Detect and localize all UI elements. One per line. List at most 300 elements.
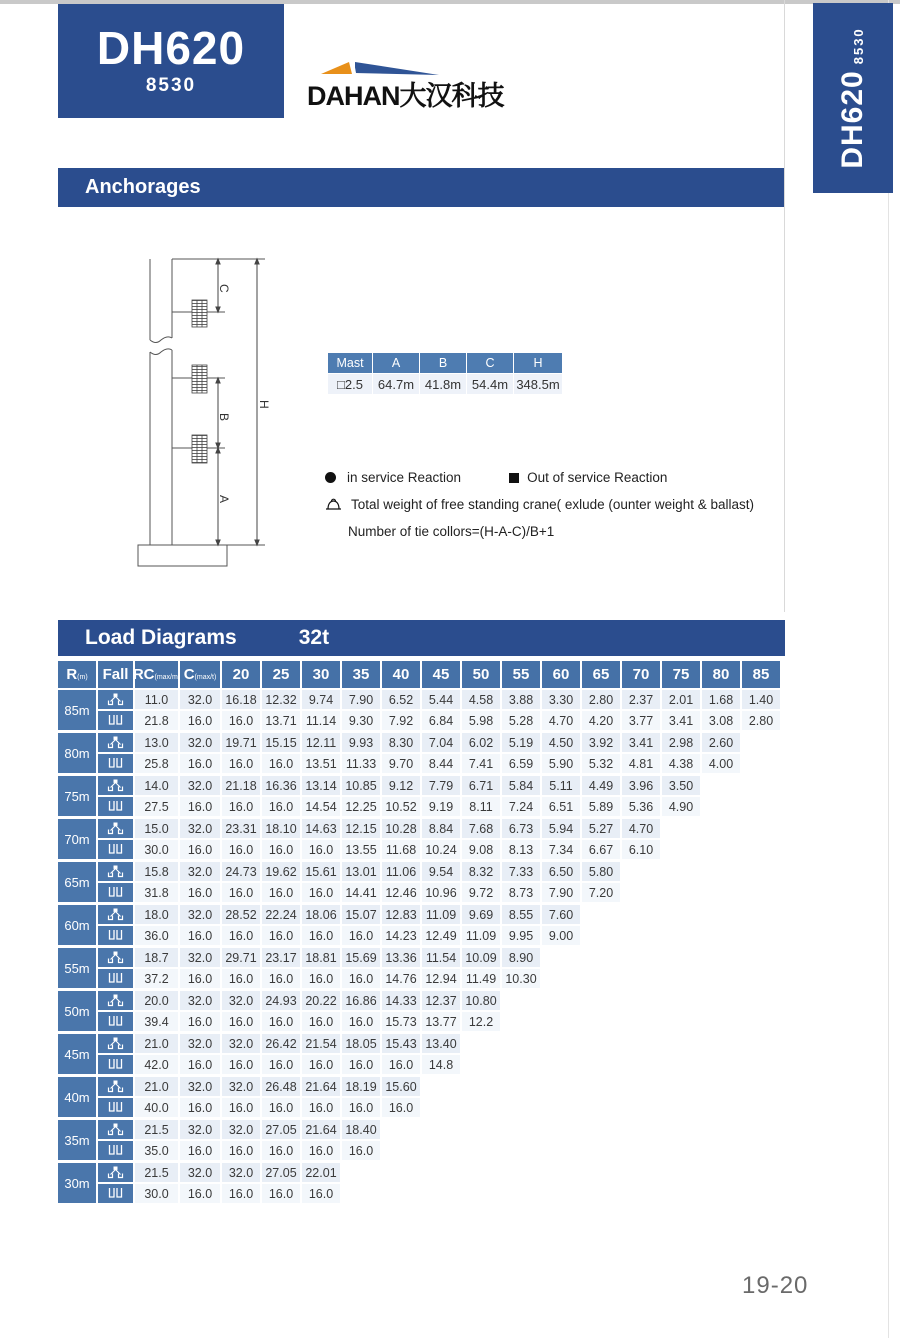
load-value: 16.0 xyxy=(302,1098,340,1117)
fall-4-icon xyxy=(107,757,124,770)
load-value: 6.02 xyxy=(462,733,500,752)
load-value: 8.32 xyxy=(462,862,500,881)
load-value: 8.44 xyxy=(422,754,460,773)
dim-label-b: B xyxy=(217,413,231,422)
fall-cell xyxy=(98,840,133,859)
model-variant: 8530 xyxy=(145,75,197,96)
page-number: 19-20 xyxy=(742,1272,809,1299)
fall-2-icon xyxy=(107,1080,124,1093)
load-value: 2.37 xyxy=(622,690,660,709)
c-value: 16.0 xyxy=(180,883,220,902)
c-value: 32.0 xyxy=(180,1077,220,1096)
load-value: 5.94 xyxy=(542,819,580,838)
load-value: 16.0 xyxy=(342,926,380,945)
load-value: 3.08 xyxy=(702,711,740,730)
load-value: 10.09 xyxy=(462,948,500,967)
radius-label: 80m xyxy=(58,733,96,773)
load-column-header: 65 xyxy=(582,661,620,688)
load-value: 14.8 xyxy=(422,1055,460,1074)
fall-4-icon xyxy=(107,972,124,985)
load-value: 9.54 xyxy=(422,862,460,881)
rc-value: 20.0 xyxy=(135,991,178,1010)
load-value: 16.0 xyxy=(262,883,300,902)
fall-cell xyxy=(98,991,133,1010)
legend xyxy=(325,470,755,551)
load-value: 8.84 xyxy=(422,819,460,838)
load-column-header: 50 xyxy=(462,661,500,688)
load-value: 3.77 xyxy=(622,711,660,730)
load-value: 12.46 xyxy=(382,883,420,902)
fall-2-icon xyxy=(107,1037,124,1050)
load-value: 16.0 xyxy=(342,969,380,988)
load-value: 9.19 xyxy=(422,797,460,816)
load-value: 3.88 xyxy=(502,690,540,709)
mast-th: H xyxy=(514,353,562,373)
load-value: 13.14 xyxy=(302,776,340,795)
load-value: 6.59 xyxy=(502,754,540,773)
load-value: 3.41 xyxy=(662,711,700,730)
load-value: 6.10 xyxy=(622,840,660,859)
load-value: 16.0 xyxy=(342,1098,380,1117)
fall-cell xyxy=(98,1098,133,1117)
c-value: 32.0 xyxy=(180,1120,220,1139)
load-value: 22.01 xyxy=(302,1163,340,1182)
radius-label: 35m xyxy=(58,1120,96,1160)
c-value: 16.0 xyxy=(180,926,220,945)
fall-cell xyxy=(98,969,133,988)
c-value: 16.0 xyxy=(180,1141,220,1160)
anchorages-title: Anchorages xyxy=(85,176,201,198)
rc-value: 30.0 xyxy=(135,1184,178,1203)
load-value: 32.0 xyxy=(222,1034,260,1053)
load-value: 3.41 xyxy=(622,733,660,752)
fall-cell xyxy=(98,797,133,816)
load-value: 32.0 xyxy=(222,1077,260,1096)
c-value: 32.0 xyxy=(180,733,220,752)
c-value: 16.0 xyxy=(180,840,220,859)
load-value: 7.33 xyxy=(502,862,540,881)
load-value: 9.93 xyxy=(342,733,380,752)
load-value: 4.70 xyxy=(542,711,580,730)
anchorages-section-bar xyxy=(58,168,784,207)
fall-cell xyxy=(98,690,133,709)
page-edge-line-right xyxy=(888,0,889,1338)
load-value: 16.0 xyxy=(302,883,340,902)
brand-name: DAHAN大汉科技 xyxy=(307,81,504,111)
mast-td: 64.7m xyxy=(373,374,419,394)
load-value: 4.58 xyxy=(462,690,500,709)
load-table-group xyxy=(58,862,782,902)
load-value: 6.84 xyxy=(422,711,460,730)
rc-value: 18.7 xyxy=(135,948,178,967)
weight-icon xyxy=(325,498,342,511)
load-value: 16.0 xyxy=(222,840,260,859)
load-value: 16.86 xyxy=(342,991,380,1010)
load-value: 14.33 xyxy=(382,991,420,1010)
radius-label: 75m xyxy=(58,776,96,816)
load-value: 13.01 xyxy=(342,862,380,881)
load-value: 18.06 xyxy=(302,905,340,924)
load-column-header: 25 xyxy=(262,661,300,688)
load-table-group xyxy=(58,776,782,816)
load-value: 14.76 xyxy=(382,969,420,988)
load-table-group xyxy=(58,733,782,773)
load-value: 12.25 xyxy=(342,797,380,816)
load-value: 16.0 xyxy=(262,1012,300,1031)
load-table-group xyxy=(58,905,782,945)
load-value: 4.38 xyxy=(662,754,700,773)
load-value: 11.54 xyxy=(422,948,460,967)
rc-value: 21.8 xyxy=(135,711,178,730)
load-column-header: 85 xyxy=(742,661,780,688)
load-value: 14.63 xyxy=(302,819,340,838)
load-table-group xyxy=(58,1163,782,1203)
load-value: 5.90 xyxy=(542,754,580,773)
fall-cell xyxy=(98,1055,133,1074)
c-value: 32.0 xyxy=(180,819,220,838)
load-value: 11.68 xyxy=(382,840,420,859)
load-value: 7.68 xyxy=(462,819,500,838)
c-value: 16.0 xyxy=(180,1055,220,1074)
fall-4-icon xyxy=(107,714,124,727)
c-value: 32.0 xyxy=(180,948,220,967)
load-value: 9.95 xyxy=(502,926,540,945)
load-value: 6.71 xyxy=(462,776,500,795)
load-value: 15.61 xyxy=(302,862,340,881)
load-value: 16.0 xyxy=(262,1098,300,1117)
radius-label: 65m xyxy=(58,862,96,902)
load-value: 8.30 xyxy=(382,733,420,752)
load-column-header: 80 xyxy=(702,661,740,688)
load-value: 7.20 xyxy=(582,883,620,902)
load-value: 16.0 xyxy=(342,1141,380,1160)
load-value: 16.0 xyxy=(382,1098,420,1117)
load-column-header: 75 xyxy=(662,661,700,688)
load-value: 16.0 xyxy=(262,969,300,988)
load-value: 16.0 xyxy=(302,1141,340,1160)
load-value: 5.89 xyxy=(582,797,620,816)
radius-label: 40m xyxy=(58,1077,96,1117)
fall-cell xyxy=(98,733,133,752)
radius-label: 55m xyxy=(58,948,96,988)
mast-th: B xyxy=(420,353,466,373)
load-value: 19.71 xyxy=(222,733,260,752)
load-value: 9.69 xyxy=(462,905,500,924)
load-value: 8.13 xyxy=(502,840,540,859)
load-value: 18.05 xyxy=(342,1034,380,1053)
load-value: 16.0 xyxy=(222,1098,260,1117)
radius-label: 85m xyxy=(58,690,96,730)
rc-value: 13.0 xyxy=(135,733,178,752)
load-value: 4.81 xyxy=(622,754,660,773)
load-value: 15.07 xyxy=(342,905,380,924)
load-value: 19.62 xyxy=(262,862,300,881)
load-value: 7.90 xyxy=(542,883,580,902)
fall-4-icon xyxy=(107,1144,124,1157)
fall-2-icon xyxy=(107,865,124,878)
load-value: 13.77 xyxy=(422,1012,460,1031)
load-value: 6.51 xyxy=(542,797,580,816)
load-table xyxy=(58,661,782,1206)
load-table-group xyxy=(58,819,782,859)
rc-value: 21.0 xyxy=(135,1077,178,1096)
load-table-header xyxy=(58,661,782,688)
fall-4-icon xyxy=(107,886,124,899)
rc-value: 15.8 xyxy=(135,862,178,881)
load-value: 8.73 xyxy=(502,883,540,902)
load-column-header: 70 xyxy=(622,661,660,688)
load-value: 16.0 xyxy=(302,969,340,988)
fall-cell xyxy=(98,1034,133,1053)
fall-4-icon xyxy=(107,929,124,942)
mast-th: C xyxy=(467,353,513,373)
load-value: 14.54 xyxy=(302,797,340,816)
radius-label: 30m xyxy=(58,1163,96,1203)
load-value: 9.72 xyxy=(462,883,500,902)
load-value: 5.80 xyxy=(582,862,620,881)
load-value: 6.52 xyxy=(382,690,420,709)
fall-cell xyxy=(98,926,133,945)
load-value: 7.92 xyxy=(382,711,420,730)
load-value: 11.09 xyxy=(422,905,460,924)
load-column-header: 45 xyxy=(422,661,460,688)
load-value: 10.96 xyxy=(422,883,460,902)
load-value: 16.0 xyxy=(262,840,300,859)
fall-2-icon xyxy=(107,779,124,792)
fall-2-icon xyxy=(107,1123,124,1136)
load-value: 12.49 xyxy=(422,926,460,945)
load-value: 16.0 xyxy=(262,926,300,945)
c-value: 32.0 xyxy=(180,776,220,795)
fall-cell xyxy=(98,883,133,902)
load-value: 9.00 xyxy=(542,926,580,945)
load-value: 27.05 xyxy=(262,1120,300,1139)
load-value: 4.20 xyxy=(582,711,620,730)
load-column-header: 35 xyxy=(342,661,380,688)
load-value: 16.36 xyxy=(262,776,300,795)
mast-td: 41.8m xyxy=(420,374,466,394)
load-value: 6.67 xyxy=(582,840,620,859)
load-value: 12.2 xyxy=(462,1012,500,1031)
load-value: 4.90 xyxy=(662,797,700,816)
load-value: 9.30 xyxy=(342,711,380,730)
load-value: 18.81 xyxy=(302,948,340,967)
load-value: 5.28 xyxy=(502,711,540,730)
load-value: 18.10 xyxy=(262,819,300,838)
load-diagrams-section-bar xyxy=(58,620,785,656)
load-value: 16.0 xyxy=(222,754,260,773)
fall-cell xyxy=(98,1077,133,1096)
load-value: 16.0 xyxy=(222,1055,260,1074)
load-value: 16.0 xyxy=(222,926,260,945)
load-value: 7.60 xyxy=(542,905,580,924)
load-table-group xyxy=(58,690,782,730)
load-value: 2.60 xyxy=(702,733,740,752)
load-diagrams-title: Load Diagrams xyxy=(85,626,237,649)
load-value: 7.90 xyxy=(342,690,380,709)
load-value: 14.23 xyxy=(382,926,420,945)
load-value: 3.50 xyxy=(662,776,700,795)
load-value: 7.41 xyxy=(462,754,500,773)
fall-cell xyxy=(98,862,133,881)
side-tab xyxy=(813,3,893,193)
load-value: 24.93 xyxy=(262,991,300,1010)
load-value: 22.24 xyxy=(262,905,300,924)
fall-cell xyxy=(98,1012,133,1031)
load-value: 24.73 xyxy=(222,862,260,881)
load-value: 4.70 xyxy=(622,819,660,838)
model-header-box xyxy=(58,4,284,118)
fall-cell xyxy=(98,711,133,730)
load-value: 12.37 xyxy=(422,991,460,1010)
load-value: 26.48 xyxy=(262,1077,300,1096)
mast-td: 54.4m xyxy=(467,374,513,394)
load-value: 5.27 xyxy=(582,819,620,838)
load-value: 5.44 xyxy=(422,690,460,709)
load-value: 8.55 xyxy=(502,905,540,924)
load-value: 2.80 xyxy=(742,711,780,730)
load-value: 26.42 xyxy=(262,1034,300,1053)
rc-value: 21.5 xyxy=(135,1120,178,1139)
load-value: 21.54 xyxy=(302,1034,340,1053)
load-value: 9.08 xyxy=(462,840,500,859)
load-value: 3.30 xyxy=(542,690,580,709)
mast-th: A xyxy=(373,353,419,373)
load-value: 3.92 xyxy=(582,733,620,752)
load-value: 16.0 xyxy=(222,883,260,902)
total-weight-note: Total weight of free standing crane( exlude (ounter weight & ballast) xyxy=(351,497,754,512)
load-value: 10.24 xyxy=(422,840,460,859)
rc-value: 39.4 xyxy=(135,1012,178,1031)
load-value: 10.85 xyxy=(342,776,380,795)
load-value: 16.0 xyxy=(382,1055,420,1074)
load-diagrams-capacity: 32t xyxy=(298,626,330,649)
rc-value: 18.0 xyxy=(135,905,178,924)
page-edge-line xyxy=(784,0,785,612)
load-value: 5.19 xyxy=(502,733,540,752)
fall-4-icon xyxy=(107,1187,124,1200)
fall-cell xyxy=(98,1120,133,1139)
rc-value: 35.0 xyxy=(135,1141,178,1160)
load-value: 16.0 xyxy=(342,1055,380,1074)
load-value: 12.83 xyxy=(382,905,420,924)
load-value: 16.0 xyxy=(222,1012,260,1031)
load-value: 16.0 xyxy=(262,1141,300,1160)
load-value: 16.0 xyxy=(342,1012,380,1031)
load-column-header: 55 xyxy=(502,661,540,688)
load-value: 7.04 xyxy=(422,733,460,752)
load-value: 14.41 xyxy=(342,883,380,902)
load-value: 10.30 xyxy=(502,969,540,988)
load-value: 2.98 xyxy=(662,733,700,752)
c-value: 32.0 xyxy=(180,862,220,881)
rc-value: 40.0 xyxy=(135,1098,178,1117)
load-value: 7.34 xyxy=(542,840,580,859)
load-value: 23.31 xyxy=(222,819,260,838)
load-table-group xyxy=(58,1077,782,1117)
load-value: 13.51 xyxy=(302,754,340,773)
load-value: 18.40 xyxy=(342,1120,380,1139)
load-value: 10.28 xyxy=(382,819,420,838)
load-value: 1.68 xyxy=(702,690,740,709)
load-table-group xyxy=(58,948,782,988)
c-value: 32.0 xyxy=(180,690,220,709)
load-value: 5.84 xyxy=(502,776,540,795)
out-of-service-label: Out of service Reaction xyxy=(527,470,668,485)
anchorage-diagram xyxy=(125,248,325,578)
load-value: 16.0 xyxy=(302,840,340,859)
load-value: 11.49 xyxy=(462,969,500,988)
load-column-header: 30 xyxy=(302,661,340,688)
load-value: 10.80 xyxy=(462,991,500,1010)
rc-value: 11.0 xyxy=(135,690,178,709)
c-value: 16.0 xyxy=(180,797,220,816)
load-value: 5.11 xyxy=(542,776,580,795)
c-value: 32.0 xyxy=(180,991,220,1010)
rc-value: 30.0 xyxy=(135,840,178,859)
fall-2-icon xyxy=(107,822,124,835)
fall-cell xyxy=(98,905,133,924)
radius-label: 70m xyxy=(58,819,96,859)
fall-cell xyxy=(98,948,133,967)
load-table-group xyxy=(58,991,782,1031)
c-max-column-header: C (max/t) xyxy=(180,661,220,688)
c-value: 16.0 xyxy=(180,711,220,730)
load-value: 16.0 xyxy=(222,1141,260,1160)
rc-value: 37.2 xyxy=(135,969,178,988)
load-value: 4.00 xyxy=(702,754,740,773)
fall-cell xyxy=(98,1163,133,1182)
load-value: 16.0 xyxy=(262,754,300,773)
dim-label-a: A xyxy=(217,495,231,504)
load-column-header: 40 xyxy=(382,661,420,688)
tie-collars-formula: Number of tie collors=(H-A-C)/B+1 xyxy=(348,524,555,539)
load-value: 4.50 xyxy=(542,733,580,752)
c-value: 16.0 xyxy=(180,1098,220,1117)
rc-value: 42.0 xyxy=(135,1055,178,1074)
load-value: 16.0 xyxy=(222,797,260,816)
load-value: 8.11 xyxy=(462,797,500,816)
mast-table xyxy=(328,353,562,394)
load-value: 13.40 xyxy=(422,1034,460,1053)
load-value: 32.0 xyxy=(222,991,260,1010)
load-value: 2.80 xyxy=(582,690,620,709)
c-value: 32.0 xyxy=(180,905,220,924)
load-value: 15.73 xyxy=(382,1012,420,1031)
side-tab-variant: 8530 xyxy=(850,27,866,65)
c-value: 16.0 xyxy=(180,1184,220,1203)
c-value: 16.0 xyxy=(180,754,220,773)
load-value: 21.18 xyxy=(222,776,260,795)
rc-value: 27.5 xyxy=(135,797,178,816)
radius-label: 50m xyxy=(58,991,96,1031)
fall-cell xyxy=(98,754,133,773)
fall-4-icon xyxy=(107,843,124,856)
model-name: DH620 xyxy=(96,22,246,74)
load-value: 16.0 xyxy=(222,711,260,730)
load-column-header: 60 xyxy=(542,661,580,688)
load-value: 11.06 xyxy=(382,862,420,881)
radius-label: 60m xyxy=(58,905,96,945)
out-of-service-square-icon xyxy=(509,473,519,483)
fall-4-icon xyxy=(107,1101,124,1114)
load-value: 11.09 xyxy=(462,926,500,945)
load-value: 16.0 xyxy=(222,1184,260,1203)
load-value: 29.71 xyxy=(222,948,260,967)
load-value: 13.36 xyxy=(382,948,420,967)
load-value: 12.32 xyxy=(262,690,300,709)
load-value: 32.0 xyxy=(222,1120,260,1139)
